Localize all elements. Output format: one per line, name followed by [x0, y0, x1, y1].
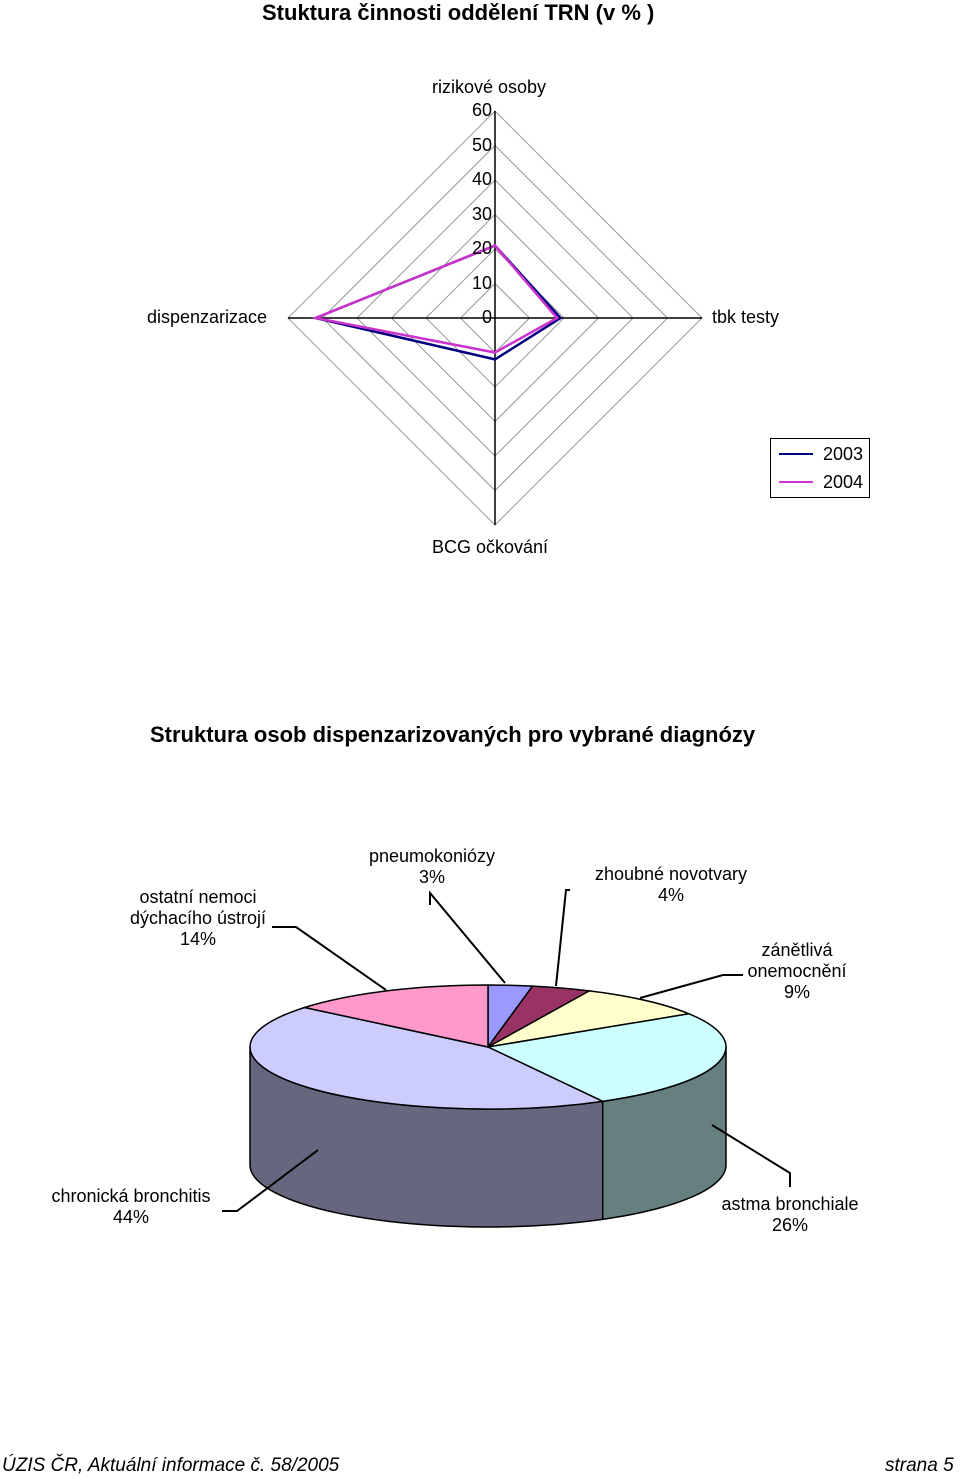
pie-leader-line-1: [430, 893, 505, 983]
pie-label-zhoubne: [581, 864, 761, 906]
pie-label-ostatni-line1: ostatní nemoci: [139, 887, 257, 907]
pie-label-chronicka-line1: chronická bronchitis: [51, 1186, 211, 1206]
pie-label-zanetliva-line2: onemocnění: [747, 961, 847, 981]
legend-label-2003: 2003: [823, 443, 864, 464]
pie-leader-line-2: [556, 890, 570, 986]
pie-label-pneumo-line1: pneumokoniózy: [368, 846, 496, 866]
radar-tick-20: 20: [472, 238, 493, 258]
pie-label-zanetliva-line1: zánětlivá: [761, 940, 833, 960]
radar-axis-label-top: rizikové osoby: [432, 77, 547, 97]
radar-chart-title: Stuktura činnosti oddělení TRN (v % ): [262, 0, 655, 25]
pie-label-astma-pct: 26%: [771, 1215, 809, 1235]
pie-label-astma: [705, 1194, 875, 1236]
pie-leader-line-0: [272, 927, 386, 990]
pie-label-pneumo-pct: 3%: [418, 867, 445, 887]
pie-label-chronicka: [36, 1186, 226, 1228]
pie-label-pneumo: [352, 846, 512, 888]
radar-tick-40: 40: [472, 169, 493, 189]
legend-label-2004: 2004: [823, 471, 864, 492]
pie-label-zhoubne-line1: zhoubné novotvary: [594, 864, 748, 884]
radar-axis-label-bottom: BCG očkování: [432, 537, 549, 557]
footer-page-number: strana 5: [885, 1455, 954, 1476]
pie-label-ostatni-line2: dýchacího ústrojí: [129, 908, 267, 928]
pie-label-zanetliva-pct: 9%: [783, 982, 810, 1002]
radar-tick-50: 50: [472, 134, 493, 155]
pie-label-astma-line1: astma bronchiale: [721, 1194, 859, 1214]
pie-label-ostatni: [118, 887, 278, 950]
pie-label-ostatni-pct: 14%: [179, 929, 217, 949]
radar-tick-0: 0: [482, 307, 493, 327]
pie-label-chronicka-pct: 44%: [112, 1207, 150, 1227]
radar-axis-label-left: dispenzarizace: [147, 307, 268, 327]
footer-source: ÚZIS ČR, Aktuální informace č. 58/2005: [2, 1455, 340, 1476]
pie-label-zhoubne-pct: 4%: [657, 885, 684, 905]
pie-label-zanetliva: [727, 940, 867, 1003]
pie-chart-title: Struktura osob dispenzarizovaných pro vybrané diagnózy: [150, 722, 756, 747]
radar-tick-60: 60: [472, 100, 493, 120]
radar-tick-30: 30: [472, 203, 493, 224]
radar-axis-label-right: tbk testy: [712, 307, 780, 327]
radar-tick-10: 10: [472, 272, 493, 293]
